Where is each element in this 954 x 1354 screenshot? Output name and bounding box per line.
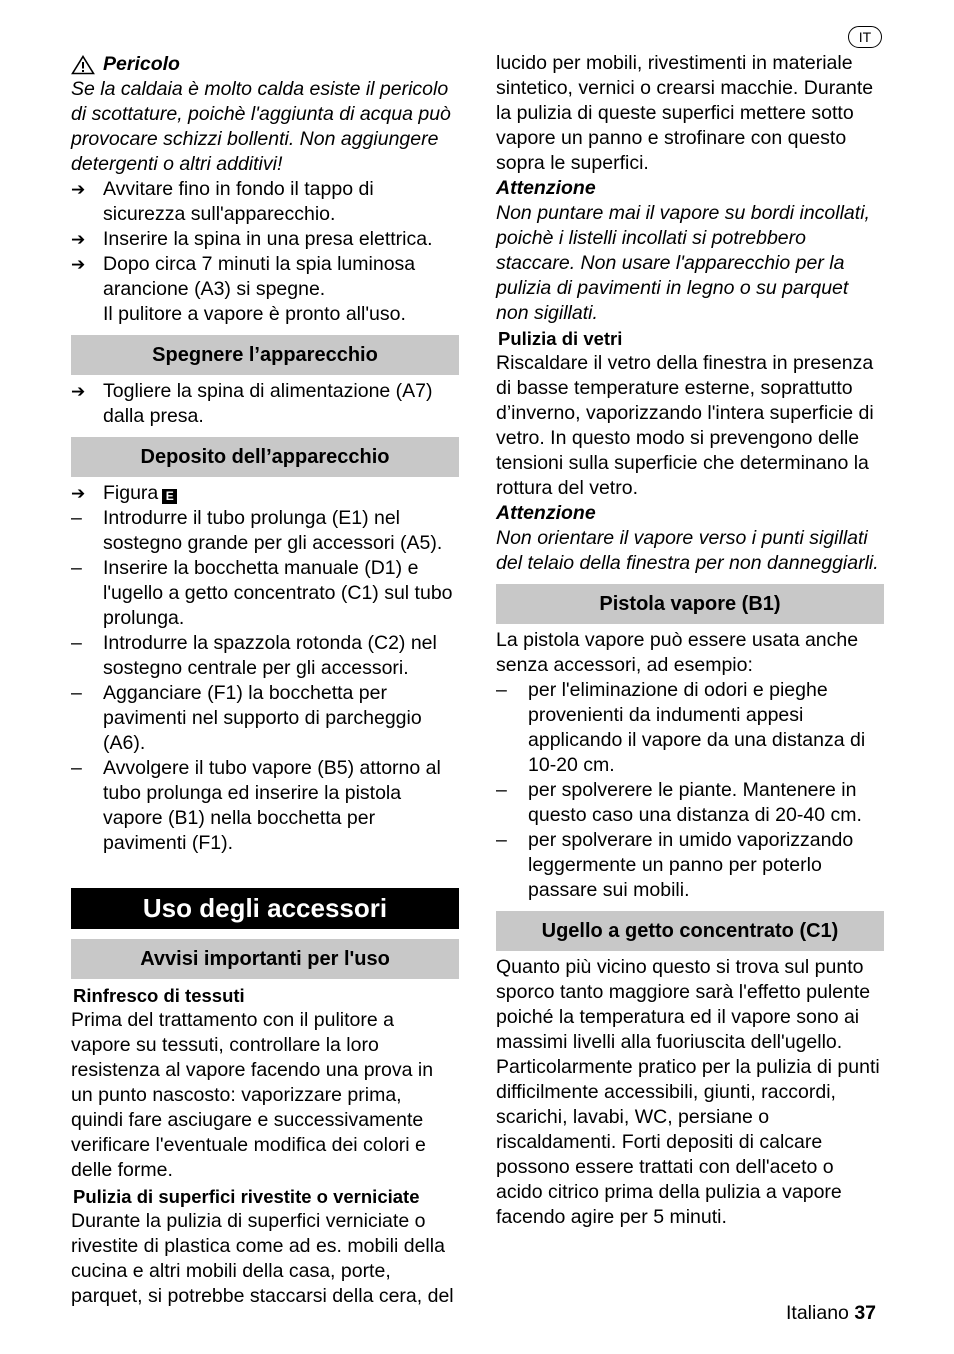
arrow-right-icon: ➔ (71, 255, 86, 274)
coated-text-continued: lucido per mobili, rivestimenti in materiale sintetico, vernici o crearsi macchie. Durante la pulizia di queste superfici mettere sotto vapore un panno e strofinare con questo sopra le superfici. (496, 52, 874, 174)
danger-text: Se la caldaia è molto calda esiste il pericolo di scottature, poichè l'aggiunta di acqua può provocare schizzi bollenti. Non aggiungere detergenti o altri additivi! (71, 78, 451, 175)
attention-text: Non orientare il vapore verso i punti sigillati del telaio della finestra per non danneggiarli. (496, 527, 879, 574)
list-item-text: Avvolgere il tubo vapore (B5) attorno al tubo prolunga ed inserire la pistola vapore (B1) nella bocchetta per pavimenti (F1). (103, 757, 441, 854)
figure-ref-item (71, 481, 459, 506)
section-heading-nozzle: Ugello a getto concentrato (C1) (496, 911, 884, 951)
list-item-text: Agganciare (F1) la bocchetta per pavimenti nel supporto di parcheggio (A6). (103, 682, 422, 754)
fabric-text: Prima del trattamento con il pulitore a vapore su tessuti, controllare la loro resistenza al vapore facendo una prova in un punto nascosto: vaporizzare prima, quindi fare asciugare e successivamente verificare l'eventuale modifica dei colori e delle forme. (71, 1009, 434, 1181)
step-item (71, 379, 459, 429)
page-footer (786, 1301, 876, 1326)
arrow-right-icon: ➔ (71, 484, 86, 503)
danger-heading (71, 52, 459, 77)
figure-letter-badge: E (162, 489, 177, 504)
step-text: Togliere la spina di alimentazione (A7) dalla presa. (103, 380, 433, 427)
arrow-right-icon: ➔ (71, 180, 86, 199)
step-item (71, 252, 459, 302)
left-column (71, 52, 459, 1309)
list-item-text: Introdurre la spazzola rotonda (C2) nel sostegno centrale per gli accessori. (103, 632, 437, 679)
subheading-fabric: Rinfresco di tessuti (73, 985, 245, 1006)
language-badge: IT (848, 26, 882, 48)
ready-text: Il pulitore a vapore è pronto all'uso. (103, 303, 406, 325)
dash-bullet: – (496, 779, 507, 801)
dash-bullet: – (71, 632, 82, 654)
glass-text: Riscaldare il vetro della finestra in presenza di basse temperature esterne, soprattutto d’inverno, vaporizzando l'intera superficie di vetro. In questo modo si prevengono delle tensioni sulla superficie che determinano la rottura del vetro. (496, 352, 874, 499)
list-item (496, 828, 884, 903)
right-column (496, 51, 884, 1230)
dash-bullet: – (496, 829, 507, 851)
dash-bullet: – (496, 679, 507, 701)
section-heading-notes: Avvisi importanti per l'uso (71, 939, 459, 979)
list-item-text: per spolverere le piante. Mantenere in questo caso una distanza di 20-40 cm. (528, 779, 862, 826)
section-heading-steam-gun: Pistola vapore (B1) (496, 584, 884, 624)
page-number: 37 (854, 1302, 877, 1324)
attention-title: Attenzione (496, 502, 596, 524)
figure-label: Figura (103, 482, 159, 504)
attention-text: Non puntare mai il vapore su bordi incollati, poichè i listelli incollati si potrebbero staccare. Non usare l'apparecchio per la pulizia di pavimenti in legno o su parquet non sigillati. (496, 202, 870, 324)
step-item (71, 177, 459, 227)
dash-bullet: – (71, 507, 82, 529)
step-item (71, 227, 459, 252)
nozzle-text: Quanto più vicino questo si trova sul punto sporco tanto maggiore sarà l'effetto pulente poiché la temperatura ed il vapore sono ai massimi livelli alla fuoriuscita dell'ugello. Particolarmente pratico per la pulizia di punti difficilmente accessibili, giunti, raccordi, scarichi, lavabi, WC, persiane o riscaldamenti. Forti depositi di calcare possono essere trattati con dell'aceto o acido citrico prima della pulizia a vapore facendo agire per 5 minuti. (496, 956, 880, 1228)
arrow-right-icon: ➔ (71, 382, 86, 401)
subheading-coated: Pulizia di superfici rivestite o verniciate (73, 1186, 420, 1207)
list-item (71, 556, 459, 631)
list-item (71, 506, 459, 556)
list-item (71, 756, 459, 856)
section-heading-switch-off: Spegnere l’apparecchio (71, 335, 459, 375)
dash-bullet: – (71, 757, 82, 779)
list-item (496, 778, 884, 828)
chapter-title: Uso degli accessori (71, 888, 459, 929)
dash-bullet: – (71, 682, 82, 704)
list-item (71, 681, 459, 756)
coated-text: Durante la pulizia di superfici verniciate o rivestite di plastica come ad es. mobili della cucina e altri mobili della casa, porte, parquet, si potrebbe staccarsi della cera, del (71, 1210, 454, 1307)
list-item-text: per spolverare in umido vaporizzando leggermente un panno per poterlo passare sui mobili. (528, 829, 854, 901)
footer-language: Italiano (786, 1302, 849, 1324)
danger-title: Pericolo (103, 53, 180, 75)
list-item (71, 631, 459, 681)
arrow-right-icon: ➔ (71, 230, 86, 249)
list-item-text: Introdurre il tubo prolunga (E1) nel sostegno grande per gli accessori (A5). (103, 507, 443, 554)
list-item (496, 678, 884, 778)
dash-bullet: – (71, 557, 82, 579)
section-heading-storage: Deposito dell’apparecchio (71, 437, 459, 477)
step-text: Inserire la spina in una presa elettrica. (103, 228, 433, 250)
list-item-text: per l'eliminazione di odori e pieghe provenienti da indumenti appesi applicando il vapore da una distanza di 10-20 cm. (528, 679, 866, 776)
list-item-text: Inserire la bocchetta manuale (D1) e l'ugello a getto concentrato (C1) sul tubo prolunga. (103, 557, 453, 629)
step-text: Avvitare fino in fondo il tappo di sicurezza sull'apparecchio. (103, 178, 374, 225)
figure-ref (103, 481, 177, 506)
attention-title: Attenzione (496, 177, 596, 199)
warning-triangle-icon (71, 55, 95, 75)
step-text: Dopo circa 7 minuti la spia luminosa arancione (A3) si spegne. (103, 253, 416, 300)
gun-intro: La pistola vapore può essere usata anche senza accessori, ad esempio: (496, 629, 859, 676)
subheading-glass: Pulizia di vetri (498, 328, 623, 349)
